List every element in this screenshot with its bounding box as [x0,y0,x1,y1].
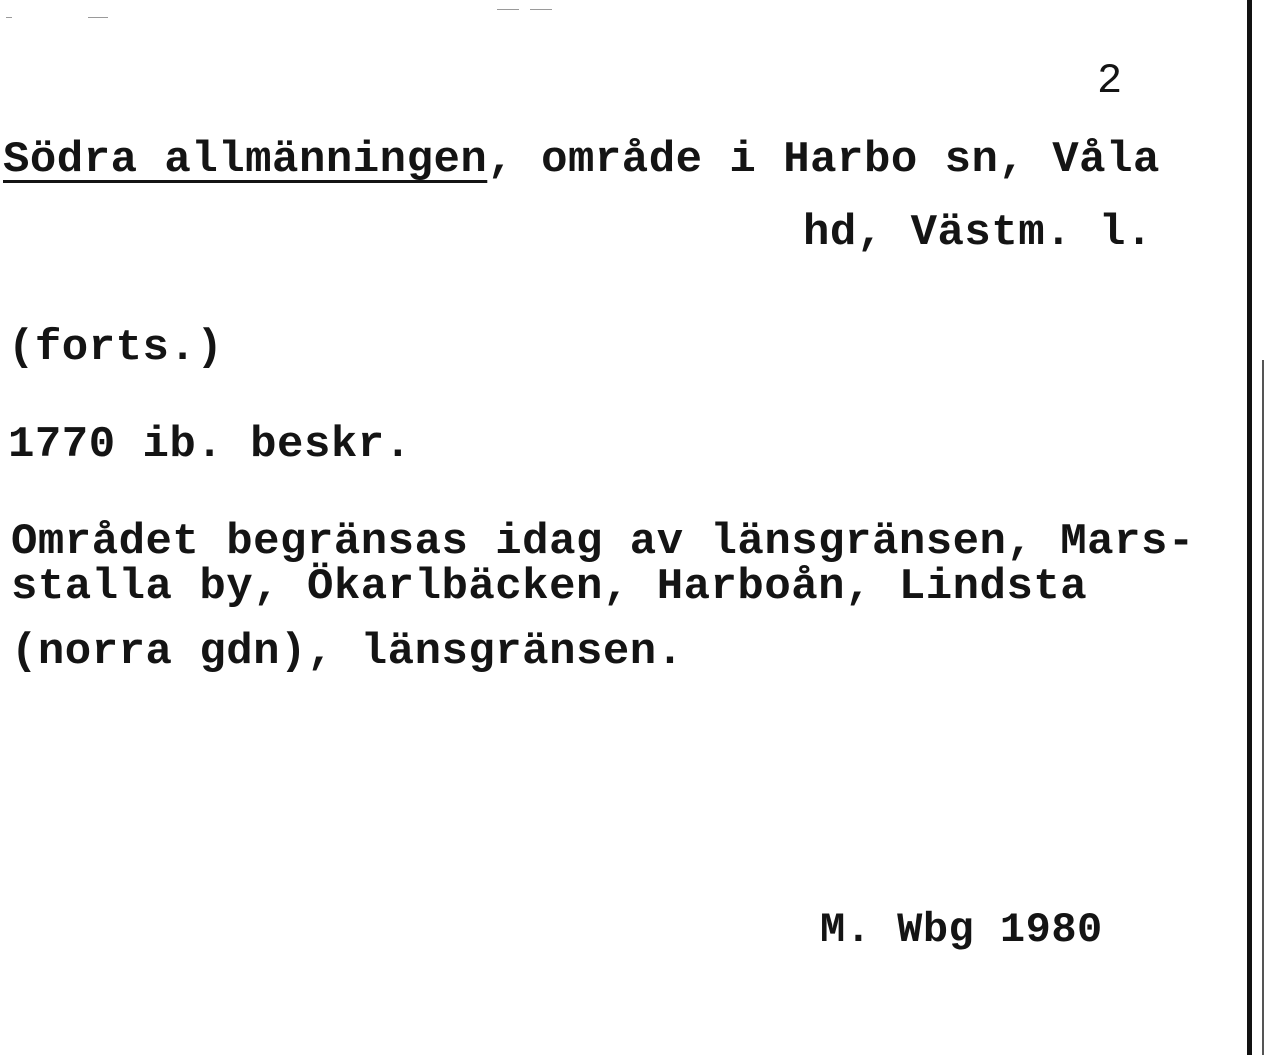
source-text: ib. beskr. [115,420,412,470]
page-number: 2 [1097,57,1123,105]
description-line-1: Området begränsas idag av länsgränsen, Mars- [11,517,1195,567]
place-name: Södra allmänningen [3,135,488,185]
signature: M. Wbg 1980 [820,906,1103,954]
source-line [8,420,412,470]
scan-speck [88,17,108,18]
description-line-3: (norra gdn), länsgränsen. [11,627,684,677]
entry-heading-continuation: hd, Västm. l. [803,208,1153,258]
description-line-2: stalla by, Ökarlbäcken, Harboån, Lindsta [11,562,1088,612]
card-right-edge-shadow [1262,360,1264,1055]
entry-heading [3,135,1160,185]
place-description: , område i Harbo sn, Våla [487,135,1160,185]
continued-note: (forts.) [8,323,224,373]
scan-speck [6,17,12,18]
card-right-edge [1247,0,1252,1055]
scan-speck [530,9,552,10]
scan-speck [497,9,519,10]
source-year: 1770 [8,420,116,470]
